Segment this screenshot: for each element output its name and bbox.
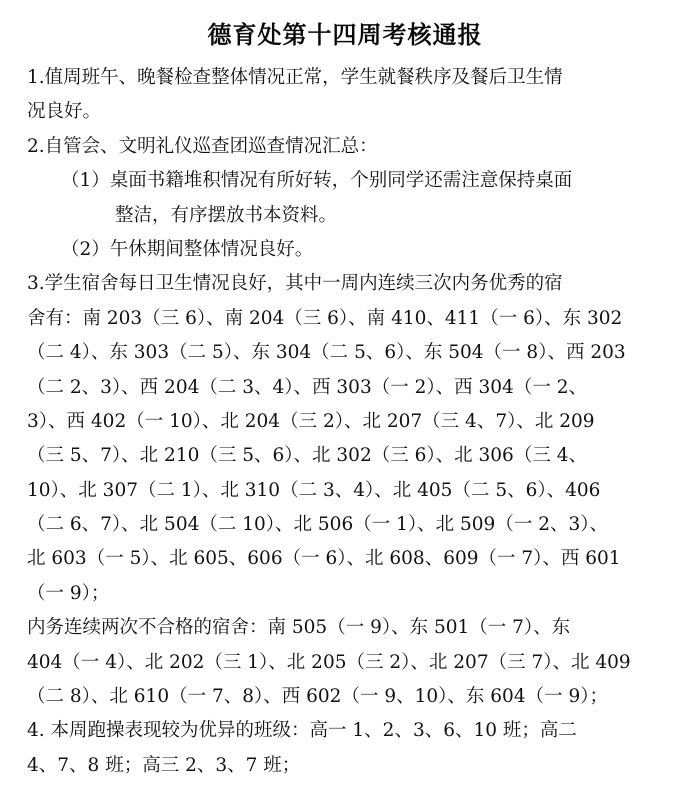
item-3-line-3: （二 4）、东 303（二 5）、东 304（二 5、6）、东 504（一 8）、西 203 xyxy=(27,342,626,364)
item-3-line-1: 3.学生宿舍每日卫生情况良好，其中一周内连续三次内务优秀的宿 xyxy=(27,273,563,295)
item-2-sub-1-line-2: 整洁，有序摆放书本资料。 xyxy=(115,204,338,226)
item-3-line-7: 10）、北 307（二 1）、北 310（二 3、4）、北 405（二 5、6）、406 xyxy=(27,479,601,501)
item-3-line-5: 3）、西 402（一 10）、北 204（三 2）、北 207（三 4、7）、北 209 xyxy=(27,410,595,432)
item-2-sub-1-line-1: （1）桌面书籍堆积情况有所好转，个别同学还需注意保持桌面 xyxy=(61,170,573,192)
item-1-line-1: 1.值周班午、晚餐检查整体情况正常，学生就餐秩序及餐后卫生情 xyxy=(27,67,563,88)
unqualified-dorms-line-2: 404（一 4）、北 202（三 1）、北 205（三 2）、北 207（三 7）、北 409 xyxy=(27,651,631,673)
item-3-line-9: 北 603（一 5）、北 605、606（一 6）、北 608、609（一 7）、西 601 xyxy=(27,548,621,570)
item-2-heading: 2.自管会、文明礼仪巡查团巡查情况汇总： xyxy=(27,135,378,157)
document-title: 德育处第十四周考核通报 xyxy=(207,21,483,49)
item-4-line-1: 4. 本周跑操表现较为优异的班级：高一 1、2、3、6、10 班；高二 xyxy=(27,720,577,742)
item-3-line-10: （一 9）； xyxy=(27,582,110,604)
item-1-line-2: 况良好。 xyxy=(27,101,102,123)
unqualified-dorms-line-1: 内务连续两次不合格的宿舍：南 505（一 9）、东 501（一 7）、东 xyxy=(27,617,571,639)
item-2-sub-2: （2）午休期间整体情况良好。 xyxy=(61,238,314,260)
item-3-line-6: （三 5、7）、北 210（三 5、6）、北 302（三 6）、北 306（三 4、 xyxy=(27,445,587,467)
unqualified-dorms-line-3: （二 8）、北 610（一 7、8）、西 602（一 9、10）、东 604（一 9）； xyxy=(27,686,608,708)
notice-body xyxy=(27,61,663,783)
item-3-line-4: （二 2、3）、西 204（二 3、4）、西 303（一 2）、西 304（一 2、 xyxy=(27,376,587,398)
item-3-line-2: 舍有：南 203（三 6）、南 204（三 6）、南 410、411（一 6）、东 302 xyxy=(27,307,623,329)
item-3-line-8: （二 6、7）、北 504（二 10）、北 506（一 1）、北 509（一 2、3）、 xyxy=(27,514,608,536)
item-4-line-2: 4、7、8 班；高三 2、3、7 班； xyxy=(27,754,301,776)
